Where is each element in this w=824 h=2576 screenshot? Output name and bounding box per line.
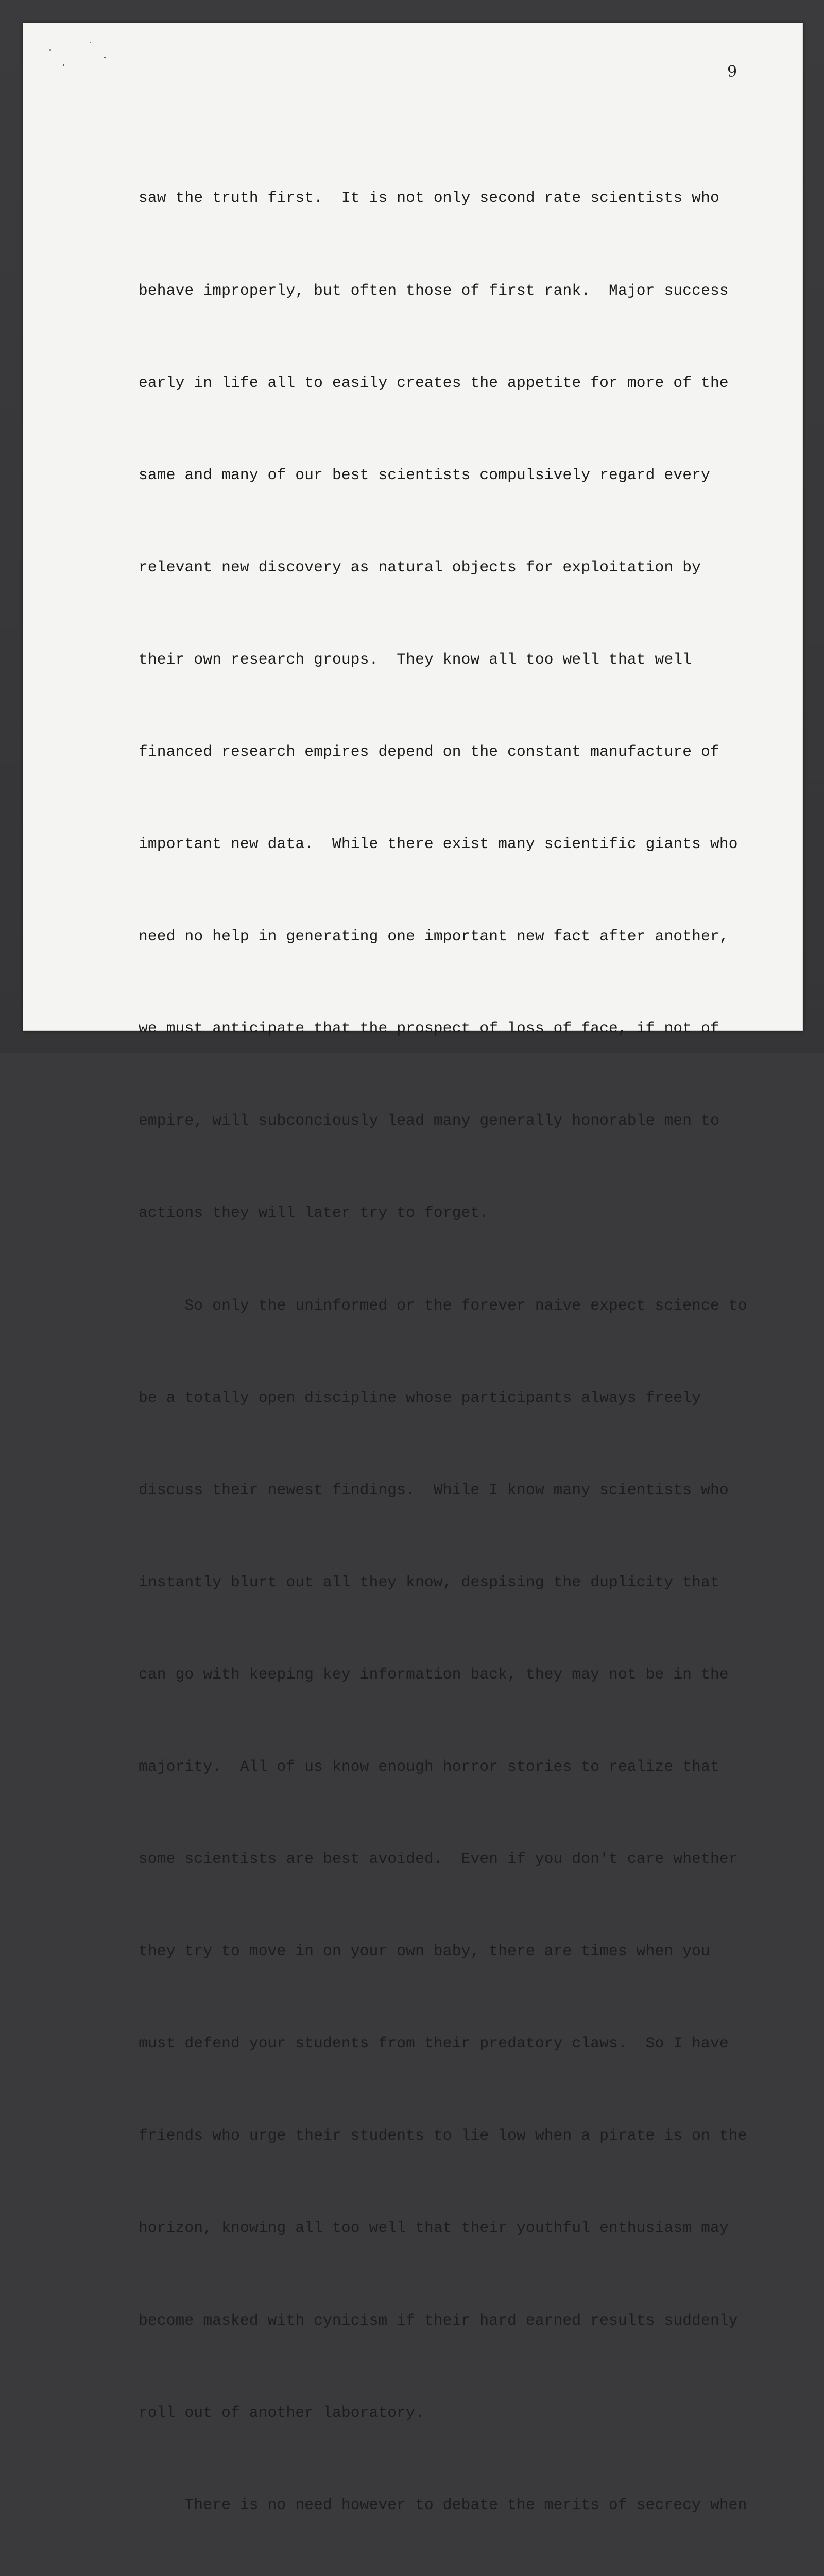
text-line: saw the truth first. It is not only second rate scientists who: [139, 189, 719, 207]
text-line: can go with keeping key information back, they may not be in the: [139, 1665, 729, 1683]
text-line: we must anticipate that the prospect of loss of face, if not of: [139, 1020, 719, 1038]
page-number: 9: [727, 63, 737, 81]
paper-speck: [63, 64, 64, 66]
text-line: relevant new discovery as natural objects for exploitation by: [139, 558, 701, 576]
text-line: roll out of another laboratory.: [139, 2403, 424, 2421]
text-line: majority. All of us know enough horror stories to realize that: [139, 1758, 719, 1775]
text-line: discuss their newest findings. While I know many scientists who: [139, 1481, 729, 1499]
paper-speck: [90, 42, 91, 43]
text-line: must defend your students from their predatory claws. So I have: [139, 2035, 729, 2053]
text-line: horizon, knowing all too well that their youthful enthusiasm may: [139, 2219, 729, 2237]
text-line: need no help in generating one important new fact after another,: [139, 927, 729, 945]
text-line: important new data. While there exist many scientific giants who: [139, 835, 738, 853]
text-line: early in life all to easily creates the appetite for more of the: [139, 374, 729, 392]
text-line: instantly blurt out all they know, despising the duplicity that: [139, 1573, 719, 1591]
text-line: some scientists are best avoided. Even if you don't care whether: [139, 1850, 738, 1868]
text-line: empire, will subconciously lead many generally honorable men to: [139, 1112, 719, 1130]
text-line: So only the uninformed or the forever naive expect science to: [139, 1296, 747, 1314]
text-line: be a totally open discipline whose participants always freely: [139, 1388, 701, 1406]
text-line: same and many of our best scientists compulsively regard every: [139, 466, 710, 484]
paper-speck: [104, 57, 106, 58]
typewritten-page: [23, 23, 803, 2514]
text-line: they try to move in on your own baby, there are times when you: [139, 1942, 710, 1960]
text-line: their own research groups. They know all too well that well: [139, 650, 692, 668]
text-line: behave improperly, but often those of first rank. Major success: [139, 281, 729, 299]
text-line: There is no need however to debate the merits of secrecy when: [139, 2496, 747, 2514]
text-line: friends who urge their students to lie low when a pirate is on the: [139, 2127, 747, 2145]
paper-speck: [49, 49, 51, 51]
body-text: [139, 122, 762, 2576]
text-line: actions they will later try to forget.: [139, 1204, 489, 1222]
text-line: become masked with cynicism if their hard earned results suddenly: [139, 2311, 738, 2329]
text-line: financed research empires depend on the constant manufacture of: [139, 742, 719, 760]
